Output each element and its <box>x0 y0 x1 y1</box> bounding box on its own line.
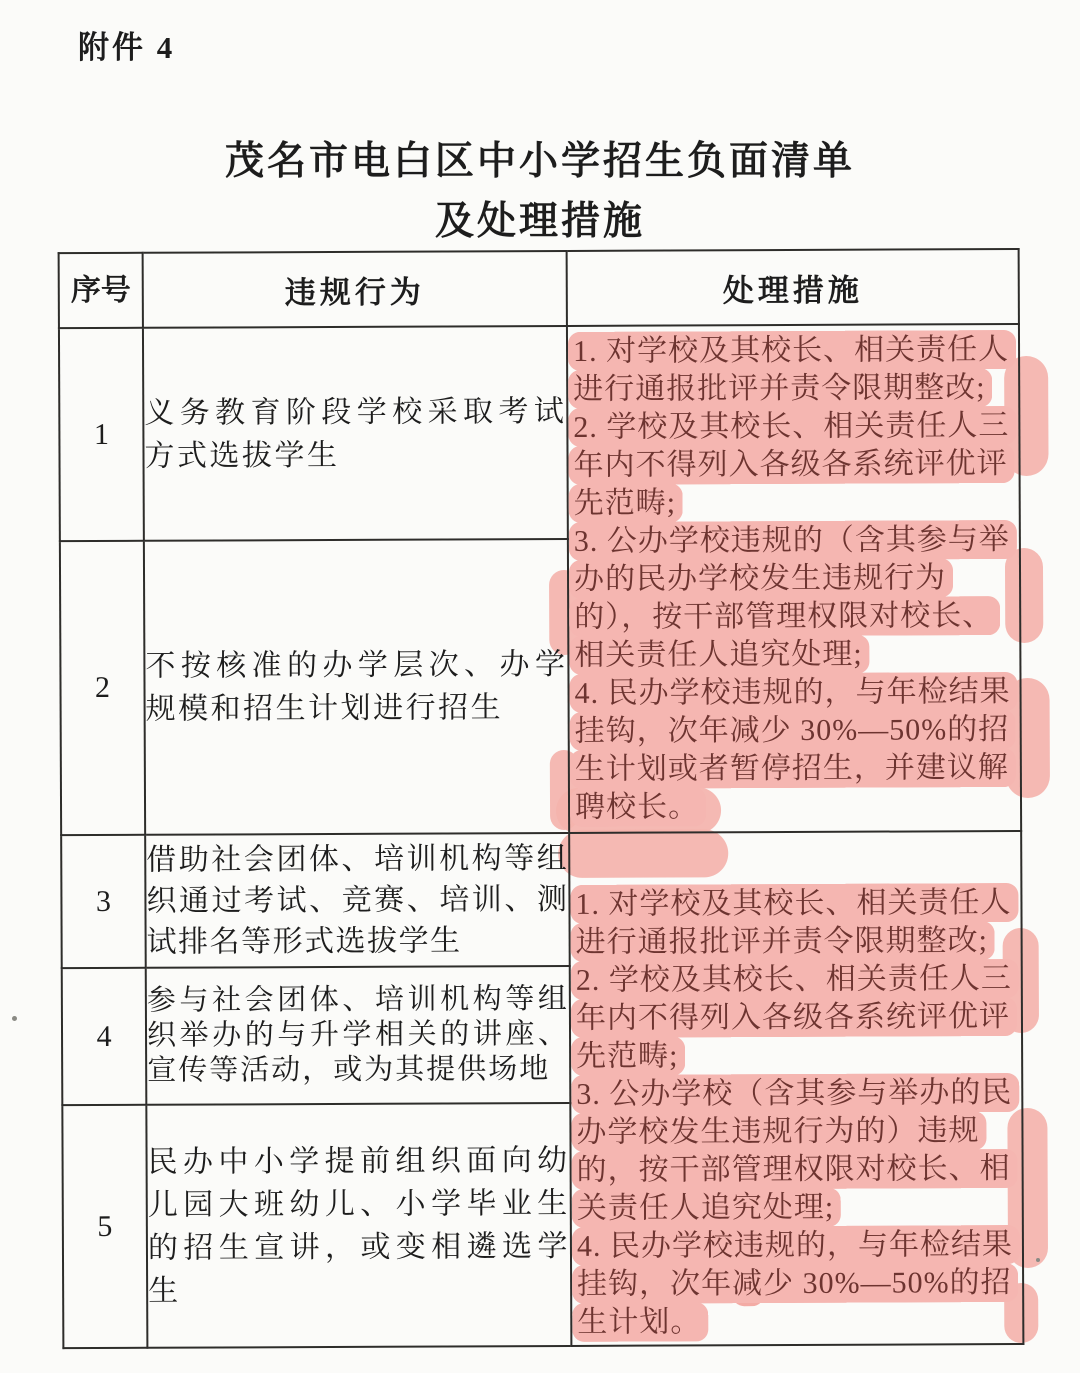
row-number: 2 <box>60 541 145 835</box>
table-row <box>61 831 1022 968</box>
measure-item <box>571 959 1021 1075</box>
measure-item-text: 3. 公办学校违规的（含其参与举办的民办学校发生违规行为的），按干部管理权限对校长、相关责任人追究处理; <box>569 520 1017 675</box>
measure-item <box>570 883 1020 961</box>
measure-item-text: 4. 民办学校违规的，与年检结果挂钩，次年减少 30%—50%的招生计划。 <box>572 1224 1020 1341</box>
document-title-line2: 及处理措施 <box>434 200 645 243</box>
violation-cell: 义务教育阶段学校采取考试方式选拔学生 <box>143 326 568 541</box>
measure-cell-rows-3-5 <box>569 831 1023 1346</box>
measure-item <box>571 1073 1022 1227</box>
header-violation: 违规行为 <box>143 251 567 328</box>
measure-item-text: 1. 对学校及其校长、相关责任人进行通报批评并责令限期整改; <box>570 883 1018 962</box>
measure-item <box>568 406 1018 522</box>
table-header-row <box>59 249 1019 328</box>
header-index: 序号 <box>59 253 143 328</box>
scan-speck <box>12 1016 17 1021</box>
violation-cell: 民办中小学提前组织面向幼儿园大班幼儿、小学毕业生的招生宣讲，或变相遴选学生 <box>146 1103 571 1348</box>
measure-item-text: 2. 学校及其校长、相关责任人三年内不得列入各级各系统评优评先范畴; <box>568 406 1016 523</box>
row-number: 4 <box>62 968 147 1105</box>
measure-item-text: 3. 公办学校（含其参与举办的民办学校发生违规行为的）违规的，按干部管理权限对校长、相关责任人追究处理; <box>571 1072 1019 1227</box>
row-number: 5 <box>62 1105 147 1348</box>
attachment-label: 附件 4 <box>78 30 176 65</box>
header-measure: 处理措施 <box>567 249 1019 326</box>
violation-cell: 借助社会团体、培训机构等组织通过考试、竞赛、培训、测试排名等形式选拔学生 <box>145 833 570 968</box>
row-number: 1 <box>59 328 144 541</box>
negative-list-table <box>58 248 1025 1349</box>
violation-cell: 不按核准的办学层次、办学规模和招生计划进行招生 <box>144 539 569 835</box>
table-row <box>59 324 1020 541</box>
measure-cell-rows-1-2 <box>567 324 1021 833</box>
measure-item-text: 1. 对学校及其校长、相关责任人进行通报批评并责令限期整改; <box>568 330 1016 409</box>
measure-item <box>572 1225 1022 1341</box>
measure-item <box>568 330 1018 408</box>
measure-item <box>569 672 1020 826</box>
document-title <box>0 132 1080 252</box>
scan-speck <box>1036 1258 1040 1262</box>
measure-item-text: 4. 民办学校违规的，与年检结果挂钩，次年减少 30%—50%的招生计划或者暂停招生，并建议解聘校长。 <box>569 672 1017 827</box>
negative-list-table-wrap <box>58 248 1063 1349</box>
measure-item-text: 2. 学校及其校长、相关责任人三年内不得列入各级各系统评优评先范畴; <box>571 959 1019 1076</box>
measure-item <box>569 520 1020 674</box>
row-number: 3 <box>61 835 146 968</box>
document-title-line1: 茂名市电白区中小学招生负面清单 <box>224 140 855 183</box>
violation-cell: 参与社会团体、培训机构等组织举办的与升学相关的讲座、宣传等活动，或为其提供场地 <box>146 966 571 1105</box>
